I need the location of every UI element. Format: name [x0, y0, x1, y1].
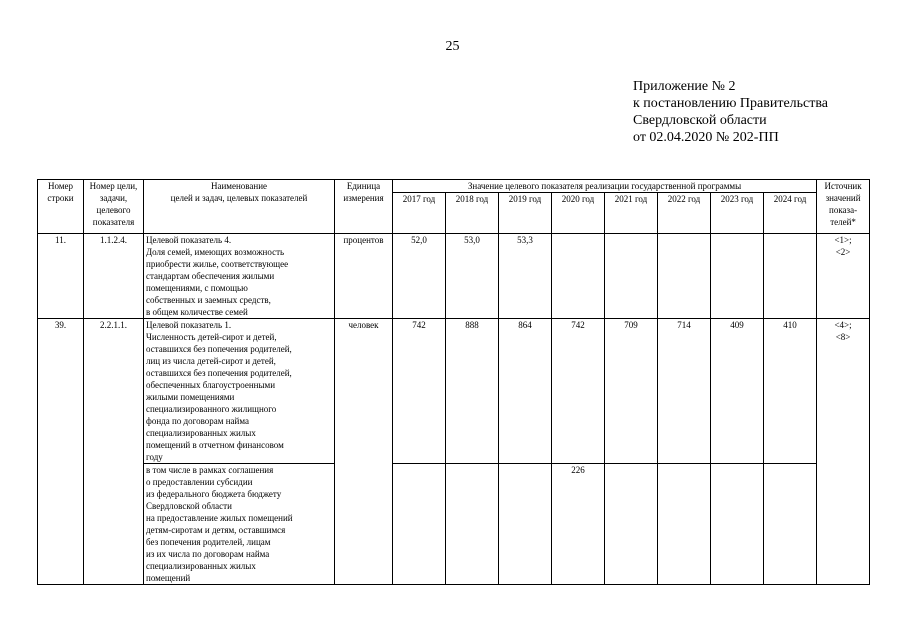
- value-cell: [658, 234, 711, 319]
- goal-number-cell: 2.2.1.1.: [84, 319, 144, 585]
- value-cell: 53,0: [446, 234, 499, 319]
- value-cell: 53,3: [499, 234, 552, 319]
- value-cell: [552, 234, 605, 319]
- value-cell: 742: [393, 319, 446, 464]
- table-subrow: [38, 464, 870, 585]
- appendix-line-1: Приложение № 2: [633, 79, 736, 94]
- header-year: 2019 год: [499, 193, 552, 234]
- header-row-number: Номер строки: [38, 180, 84, 234]
- header-year: 2021 год: [605, 193, 658, 234]
- page-number: 25: [445, 39, 460, 54]
- value-cell: 864: [499, 319, 552, 464]
- indicators-table: [37, 179, 870, 585]
- value-cell: 714: [658, 319, 711, 464]
- source-cell: <4>; <8>: [817, 319, 870, 585]
- value-cell: [764, 464, 817, 585]
- indicator-name-cell: Целевой показатель 1. Численность детей-сирот и детей, оставшихся без попечения родителей, лиц из числа детей-сирот и детей, оставшихся без попечения родителей, обеспеченных благоустроенными жилыми помещениями специализированного жилищного фонда по договорам найма специализированных жилых помещений в отчетном финансовом году: [144, 319, 335, 464]
- appendix-line-4: от 02.04.2020 № 202-ПП: [633, 130, 779, 145]
- header-year: 2022 год: [658, 193, 711, 234]
- value-cell: [446, 464, 499, 585]
- value-cell: [711, 464, 764, 585]
- value-cell: [764, 234, 817, 319]
- value-cell: [658, 464, 711, 585]
- row-number-cell: 11.: [38, 234, 84, 319]
- row-number-cell: 39.: [38, 319, 84, 585]
- value-cell: [499, 464, 552, 585]
- value-cell: 888: [446, 319, 499, 464]
- value-cell: 742: [552, 319, 605, 464]
- appendix-header: [633, 78, 828, 146]
- header-unit: Единица измерения: [335, 180, 393, 234]
- source-cell: <1>; <2>: [817, 234, 870, 319]
- header-year: 2020 год: [552, 193, 605, 234]
- unit-cell: процентов: [335, 234, 393, 319]
- value-cell: 409: [711, 319, 764, 464]
- header-year: 2023 год: [711, 193, 764, 234]
- header-year: 2018 год: [446, 193, 499, 234]
- subindicator-name-cell: в том числе в рамках соглашения о предоставлении субсидии из федерального бюджета бюджету Свердловской области на предоставление жилых помещений детям-сиротам и детям, оставшимся без попечения родителей, лицам из их числа по договорам найма специализированных жилых помещений: [144, 464, 335, 585]
- value-cell: [393, 464, 446, 585]
- value-cell: [711, 234, 764, 319]
- goal-number-cell: 1.1.2.4.: [84, 234, 144, 319]
- indicator-name-cell: Целевой показатель 4. Доля семей, имеющих возможность приобрести жилье, соответствующее стандартам обеспечения жилыми помещениями, с помощью собственных и заемных средств, в общем количестве семей: [144, 234, 335, 319]
- unit-cell: человек: [335, 319, 393, 585]
- value-cell: 410: [764, 319, 817, 464]
- header-goal-number: Номер цели, задачи, целевого показателя: [84, 180, 144, 234]
- table-row: [38, 234, 870, 319]
- value-cell: [605, 464, 658, 585]
- header-year: 2017 год: [393, 193, 446, 234]
- appendix-line-2: к постановлению Правительства: [633, 96, 829, 111]
- value-cell: 709: [605, 319, 658, 464]
- header-name: Наименование целей и задач, целевых показателей: [144, 180, 335, 234]
- header-source: Источник значений показа- телей*: [817, 180, 870, 234]
- table-row: [38, 319, 870, 464]
- header-values-group: Значение целевого показателя реализации государственной программы: [393, 180, 817, 193]
- value-cell: 52,0: [393, 234, 446, 319]
- header-year: 2024 год: [764, 193, 817, 234]
- value-cell: [605, 234, 658, 319]
- appendix-line-3: Свердловской области: [633, 113, 767, 128]
- value-cell: 226: [552, 464, 605, 585]
